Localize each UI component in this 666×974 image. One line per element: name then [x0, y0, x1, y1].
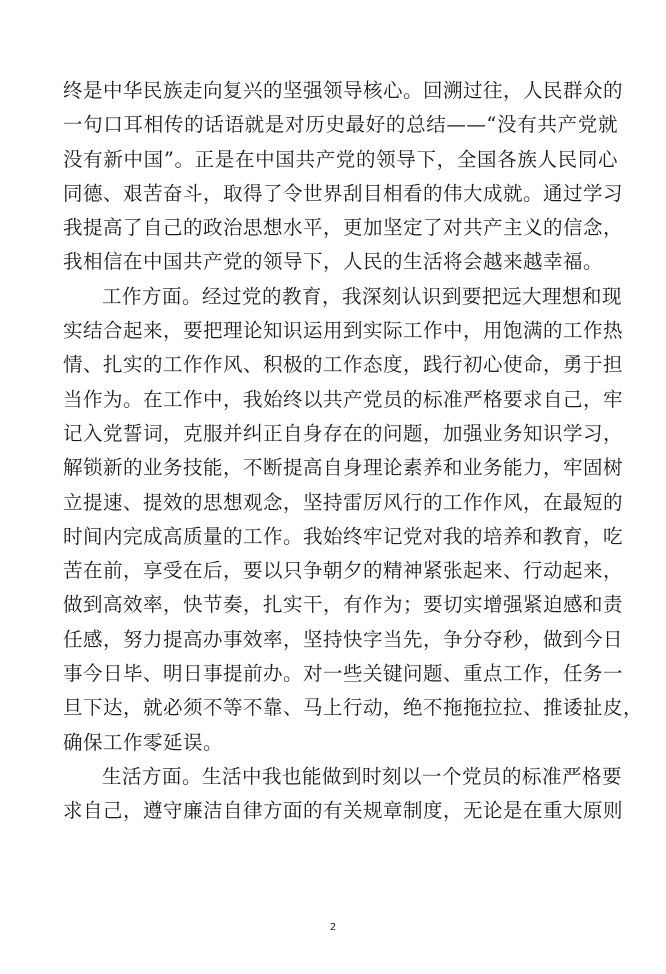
- text-line: 任感，努力提高办事效率，坚持快字当先，争分夺秒，做到今日: [63, 627, 624, 651]
- text-line: 当作为。在工作中，我始终以共产党员的标准严格要求自己，牢: [63, 387, 624, 411]
- text-line: 记入党誓词，克服并纠正自身存在的问题，加强业务知识学习，: [63, 421, 624, 445]
- text-line: 苦在前，享受在后，要以只争朝夕的精神紧张起来、行动起来，: [63, 559, 624, 583]
- text-line: 终是中华民族走向复兴的坚强领导核心。回溯过往，人民群众的: [63, 79, 624, 102]
- text-line: 一句口耳相传的话语就是对历史最好的总结——“没有共产党就: [63, 113, 618, 137]
- text-line: 做到高效率，快节奏，扎实干，有作为；要切实增强紧迫感和责: [63, 593, 624, 617]
- text-line: 我提高了自己的政治思想水平，更加坚定了对共产主义的信念，: [63, 216, 624, 240]
- page-number: 2: [329, 922, 337, 933]
- text-line: 情、扎实的工作作风、积极的工作态度，践行初心使命，勇于担: [63, 353, 624, 377]
- text-line: 立提速、提效的思想观念，坚持雷厉风行的工作作风，在最短的: [63, 490, 624, 514]
- text-line: 旦下达，就必须不等不靠、马上行动，绝不拖拖拉拉、推诿扯皮，: [63, 696, 644, 720]
- text-line: 确保工作零延误。: [63, 730, 224, 754]
- text-line: 工作方面。经过党的教育，我深刻认识到要把远大理想和现: [102, 284, 623, 308]
- text-line: 时间内完成高质量的工作。我始终牢记党对我的培养和教育，吃: [63, 524, 624, 548]
- text-line: 实结合起来，要把理论知识运用到实际工作中，用饱满的工作热: [63, 319, 624, 343]
- body-text: [63, 74, 644, 829]
- text-line: 我相信在中国共产党的领导下，人民的生活将会越来越幸福。: [63, 250, 604, 274]
- text-line: 没有新中国”。正是在中国共产党的领导下，全国各族人民同心: [63, 147, 618, 171]
- text-line: 求自己，遵守廉洁自律方面的有关规章制度，无论是在重大原则: [63, 799, 624, 823]
- text-line: 同德、艰苦奋斗，取得了令世界刮目相看的伟大成就。通过学习: [63, 181, 624, 205]
- text-line: 生活方面。生活中我也能做到时刻以一个党员的标准严格要: [102, 764, 623, 788]
- text-line: 解锁新的业务技能，不断提高自身理论素养和业务能力，牢固树: [63, 456, 624, 480]
- text-line: 事今日毕、明日事提前办。对一些关键问题、重点工作，任务一: [63, 662, 624, 686]
